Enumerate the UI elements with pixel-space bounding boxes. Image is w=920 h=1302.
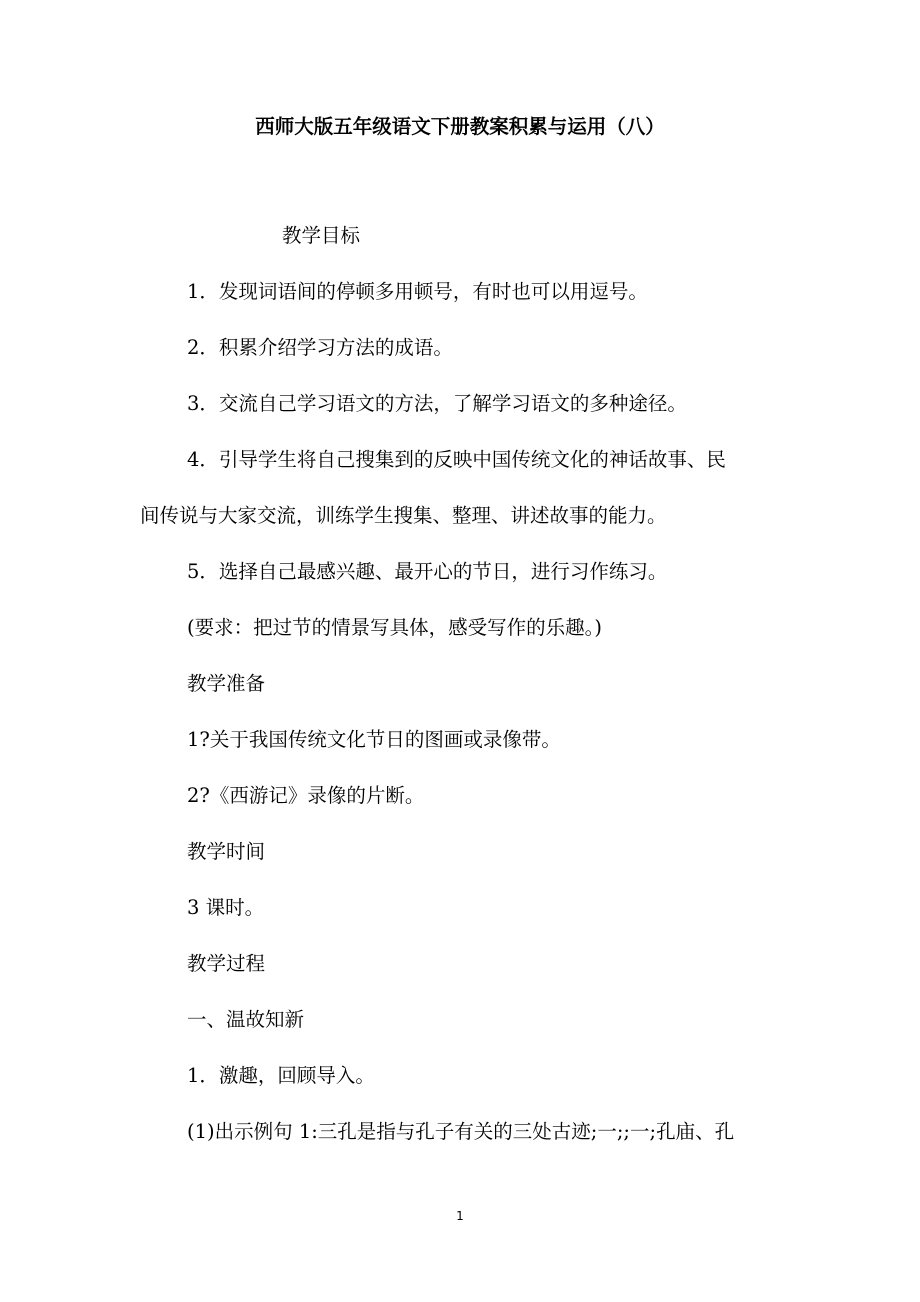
document-title: 西师大版五年级语文下册教案积累与运用（八）	[255, 115, 665, 138]
heading-teaching-goals: 教学目标	[282, 224, 361, 247]
goal-item-5: 5．选择自己最感兴趣、最开心的节日，进行习作练习。	[187, 560, 668, 583]
goal-item-4-continued: 间传说与大家交流，训练学生搜集、整理、讲述故事的能力。	[140, 504, 667, 527]
heading-teaching-preparation: 教学准备	[187, 672, 266, 695]
goal-requirement: (要求：把过节的情景写具体，感受写作的乐趣。)	[187, 616, 602, 639]
process-example-1: (1)出示例句 1:三孔是指与孔子有关的三处古迹;一;;一;孔庙、孔	[187, 1120, 735, 1143]
page-number: 1	[456, 1209, 464, 1223]
goal-item-1: 1．发现词语间的停顿多用顿号，有时也可以用逗号。	[187, 280, 648, 303]
goal-item-4: 4．引导学生将自己搜集到的反映中国传统文化的神话故事、民	[187, 448, 726, 471]
preparation-item-1: 1?关于我国传统文化节日的图画或录像带。	[187, 728, 561, 751]
preparation-item-2: 2?《西游记》录像的片断。	[187, 784, 425, 807]
goal-item-2: 2．积累介绍学习方法的成语。	[187, 336, 453, 359]
heading-teaching-time: 教学时间	[187, 840, 266, 863]
process-step-1: 1．激趣，回顾导入。	[187, 1064, 375, 1087]
heading-teaching-process: 教学过程	[187, 952, 266, 975]
goal-item-3: 3．交流自己学习语文的方法，了解学习语文的多种途径。	[187, 392, 687, 415]
teaching-time-value: 3 课时。	[187, 896, 265, 919]
process-section-1: 一、温故知新	[187, 1008, 305, 1031]
